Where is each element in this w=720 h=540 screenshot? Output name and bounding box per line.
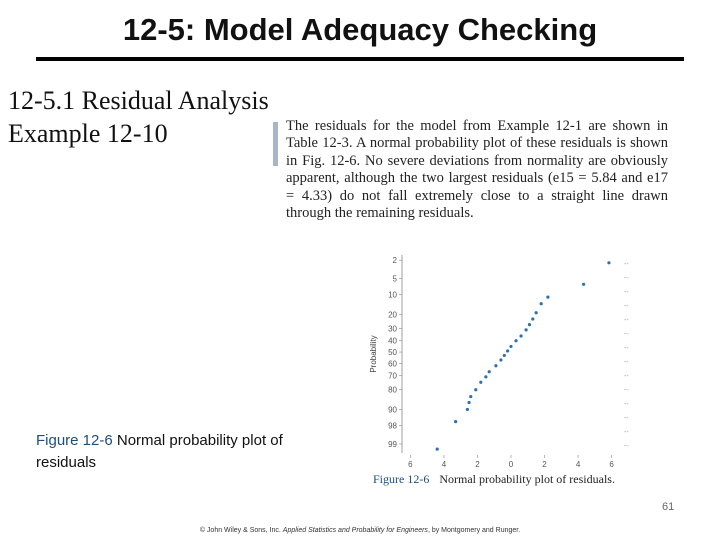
example-heading: Example 12-10 [8, 119, 168, 148]
excerpt-paragraph: The residuals for the model from Example 12-1 are shown in Table 12-3. A normal probability plot of these residuals is shown in Fig. 12-6. No severe deviations from normality are obviously apparent, although the two largest residuals (e15 = 5.84 and e17 = 4.33) do not fall extremely close to a straight line drawn through the remaining residuals. [286, 118, 668, 222]
x-tick-label: 4 [575, 460, 581, 469]
plot-axes [369, 255, 402, 453]
x-tick-label: 6 [408, 460, 413, 469]
right-tick-label: -- [624, 345, 629, 352]
right-tick-label: -- [624, 443, 629, 450]
right-tick-label: -- [624, 359, 629, 366]
normal-probability-plot [360, 245, 630, 475]
residual-point [540, 302, 543, 305]
plot-caption-text: Normal probability plot of residuals. [439, 472, 615, 486]
y-tick-label: 50 [388, 348, 397, 358]
plot-caption [373, 472, 615, 487]
residual-point [466, 408, 469, 411]
residual-point [506, 349, 509, 352]
plot-caption-label: Figure 12-6 [373, 472, 430, 486]
page-number: 61 [662, 501, 675, 513]
copyright-suffix: , by Montgomery and Runger. [427, 527, 521, 534]
residual-point [436, 448, 439, 451]
copyright-book-title: Applied Statistics and Probability for Engineers [282, 527, 428, 534]
right-tick-label: -- [624, 373, 629, 380]
residual-point [454, 420, 457, 423]
y-tick-label: 30 [388, 324, 397, 334]
right-tick-label: -- [624, 261, 629, 268]
right-tick-label: -- [624, 289, 629, 296]
y-axis-label: Probability [369, 335, 378, 373]
y-tick-label: 60 [388, 359, 397, 369]
residual-point [484, 375, 487, 378]
residual-point [607, 261, 610, 264]
y-tick-label: 5 [392, 274, 397, 284]
residual-point [535, 311, 538, 314]
copyright-notice [0, 527, 720, 534]
residual-point [582, 283, 585, 286]
right-tick-label: -- [624, 317, 629, 324]
figure-caption [36, 430, 336, 474]
residual-point [474, 388, 477, 391]
right-tick-label: -- [624, 415, 629, 422]
residual-point [494, 364, 497, 367]
y-tick-label: 90 [388, 405, 397, 415]
residual-point [479, 381, 482, 384]
residual-point [531, 317, 534, 320]
right-tick-label: -- [624, 303, 629, 310]
excerpt-margin-bar [273, 122, 278, 166]
plot-points [436, 261, 611, 451]
y-tick-label: 70 [388, 371, 397, 381]
right-tick-label: -- [624, 429, 629, 436]
right-tick-label: -- [624, 275, 629, 282]
y-tick-label: 80 [388, 385, 397, 395]
copyright-prefix: © John Wiley & Sons, Inc. [199, 527, 283, 534]
title-divider [36, 57, 684, 61]
x-tick-label: 2 [542, 460, 547, 469]
figure-caption-label: Figure 12-6 [36, 432, 113, 449]
y-tick-label: 98 [388, 421, 397, 431]
right-tick-label: -- [624, 401, 629, 408]
x-tick-label: 2 [475, 460, 480, 469]
residual-point [499, 358, 502, 361]
x-tick-label: 6 [609, 460, 614, 469]
section-heading: 12-5.1 Residual Analysis [8, 86, 269, 115]
plot-ticks [388, 256, 629, 469]
residual-point [514, 339, 517, 342]
right-tick-label: -- [624, 331, 629, 338]
y-tick-label: 40 [388, 336, 397, 346]
residual-point [524, 328, 527, 331]
page-title: 12-5: Model Adequacy Checking [122, 12, 598, 47]
y-tick-label: 10 [388, 290, 397, 300]
residual-point [546, 296, 549, 299]
x-tick-label: 4 [441, 460, 447, 469]
textbook-excerpt [286, 118, 668, 222]
right-tick-label: -- [624, 387, 629, 394]
y-tick-label: 99 [388, 439, 397, 449]
residual-point [519, 334, 522, 337]
y-tick-label: 20 [388, 310, 397, 320]
y-tick-label: 2 [392, 256, 397, 266]
residual-point [469, 395, 472, 398]
residual-point [528, 323, 531, 326]
figure-caption-text: Normal probability plot of residuals [36, 432, 283, 471]
x-tick-label: 0 [508, 460, 514, 469]
residual-point [503, 354, 506, 357]
residual-point [488, 370, 491, 373]
residual-point [467, 401, 470, 404]
residual-point [509, 345, 512, 348]
